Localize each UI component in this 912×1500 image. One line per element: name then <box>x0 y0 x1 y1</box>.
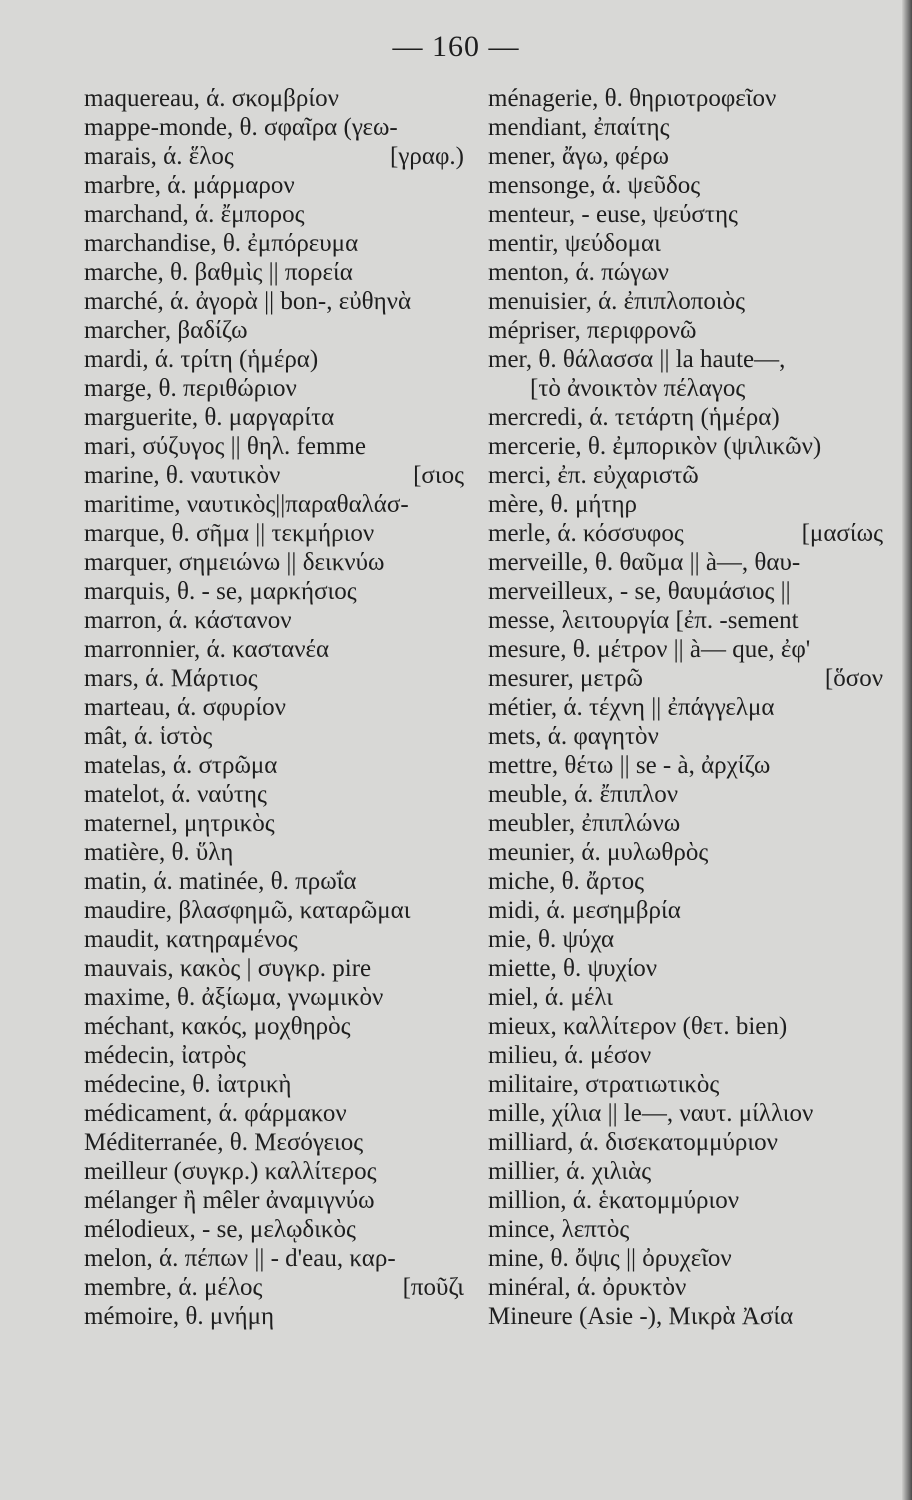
dictionary-entry <box>84 606 464 635</box>
dictionary-entry <box>488 838 883 867</box>
dictionary-entry <box>84 519 464 548</box>
entry-text: merle, ά. κόσσυφος <box>488 520 684 547</box>
entry-text: médecin, ἰατρὸς <box>84 1042 246 1069</box>
entry-text: mélodieux, - se, μελῳδικὸς <box>84 1216 356 1243</box>
dictionary-entry <box>488 664 883 693</box>
entry-text: merveilleux, - se, θαυμάσιος || <box>488 578 791 605</box>
dictionary-entry <box>488 548 883 577</box>
entry-text: mer, θ. θάλασσα || la haute—, <box>488 346 786 373</box>
entry-text: marche, θ. βαθμὶς || πορεία <box>84 259 353 286</box>
dictionary-entry <box>84 113 464 142</box>
entry-text: médicament, ά. φάρμακον <box>84 1100 347 1127</box>
entry-text: marchandise, θ. ἐμπόρευμα <box>84 230 359 257</box>
dictionary-entry <box>488 113 883 142</box>
dictionary-entry <box>488 1186 883 1215</box>
dictionary-entry <box>84 287 464 316</box>
entry-text: médecine, θ. ἰατρικὴ <box>84 1071 292 1098</box>
dictionary-entry <box>84 200 464 229</box>
entry-text: mère, θ. μήτηρ <box>488 491 638 518</box>
dictionary-entry <box>488 432 883 461</box>
entry-text: mars, ά. Μάρτιος <box>84 665 258 692</box>
dictionary-entry <box>84 1157 464 1186</box>
dictionary-entry <box>84 722 464 751</box>
entry-text: minéral, ά. ὀρυκτὸν <box>488 1274 687 1301</box>
entry-text: marguerite, θ. μαργαρίτα <box>84 404 335 431</box>
dictionary-entry <box>84 1215 464 1244</box>
entry-text: mélanger ἢ mêler ἀναμιγνύω <box>84 1187 375 1214</box>
entry-text: millier, ά. χιλιὰς <box>488 1158 652 1185</box>
entry-text: Méditerranée, θ. Μεσόγειος <box>84 1129 364 1156</box>
entry-text: mesure, θ. μέτρον || à— que, ἐφ' <box>488 636 811 663</box>
dictionary-entry <box>488 374 883 403</box>
entry-text: [τὸ ἀνοικτὸν πέλαγος <box>530 375 746 402</box>
entry-text: million, ά. ἑκατομμύριον <box>488 1187 740 1214</box>
entry-text: mesurer, μετρῶ <box>488 665 643 692</box>
entry-text: midi, ά. μεσημβρία <box>488 897 681 924</box>
dictionary-entry <box>488 780 883 809</box>
dictionary-entry <box>84 1244 464 1273</box>
dictionary-entry <box>84 1012 464 1041</box>
dictionary-entry <box>84 490 464 519</box>
entry-text: mépriser, περιφρονῶ <box>488 317 697 344</box>
entry-text: mémoire, θ. μνήμη <box>84 1303 275 1330</box>
entry-text: messe, λειτουργία [ἐπ. -sement <box>488 607 799 634</box>
dictionary-entry <box>84 780 464 809</box>
dictionary-entry <box>84 1302 464 1331</box>
entry-text: maritime, ναυτικὸς||παραθαλάσ- <box>84 491 409 518</box>
dictionary-entry <box>84 84 464 113</box>
entry-text: mât, ά. ἱστὸς <box>84 723 213 750</box>
dictionary-entry <box>488 722 883 751</box>
entry-text: miel, ά. μέλι <box>488 984 613 1011</box>
entry-text: marteau, ά. σφυρίον <box>84 694 286 721</box>
dictionary-entry <box>488 490 883 519</box>
entry-text: marronnier, ά. καστανέα <box>84 636 330 663</box>
entry-text: Mineure (Asie -), Μικρὰ Ἀσία <box>488 1303 794 1330</box>
dictionary-entry <box>488 1215 883 1244</box>
entry-text: marron, ά. κάστανον <box>84 607 292 634</box>
entry-text: mensonge, ά. ψεῦδος <box>488 172 701 199</box>
dictionary-entry <box>84 983 464 1012</box>
entry-text: milliard, ά. δισεκατομμύριον <box>488 1129 778 1156</box>
entry-text: matelot, ά. ναύτης <box>84 781 267 808</box>
dictionary-entry <box>84 461 464 490</box>
dictionary-entry <box>84 1273 464 1302</box>
entry-text: merci, ἐπ. εὐχαριστῶ <box>488 462 699 489</box>
entry-text: marchand, ά. ἔμπορος <box>84 201 305 228</box>
dictionary-entry <box>84 1099 464 1128</box>
entry-text: miette, θ. ψυχίον <box>488 955 658 982</box>
entry-text: meubler, ἐπιπλώνω <box>488 810 681 837</box>
entry-text: marque, θ. σῆμα || τεκμήριον <box>84 520 375 547</box>
entry-text: melon, ά. πέπων || - d'eau, καρ- <box>84 1245 396 1272</box>
dictionary-entry <box>84 867 464 896</box>
dictionary-entry <box>488 954 883 983</box>
dictionary-entry <box>488 693 883 722</box>
entry-text: mauvais, κακὸς | συγκρ. pire <box>84 955 372 982</box>
dictionary-entry <box>84 664 464 693</box>
entry-text: mince, λεπτὸς <box>488 1216 630 1243</box>
entry-text: mets, ά. φαγητὸν <box>488 723 659 750</box>
entry-text: matière, θ. ὕλη <box>84 839 234 866</box>
entry-text: militaire, στρατιωτικὸς <box>488 1071 720 1098</box>
entry-text: marais, ά. ἕλος <box>84 143 234 170</box>
dictionary-entry <box>488 200 883 229</box>
entry-text: matelas, ά. στρῶμα <box>84 752 278 779</box>
entry-text: mille, χίλια || le—, ναυτ. μίλλιον <box>488 1100 814 1127</box>
entry-text: maternel, μητρικὸς <box>84 810 275 837</box>
entry-text: menuisier, ά. ἐπιπλοποιὸς <box>488 288 746 315</box>
dictionary-entry <box>488 1273 883 1302</box>
dictionary-entry <box>488 84 883 113</box>
entry-text: meuble, ά. ἔπιπλον <box>488 781 679 808</box>
dictionary-entry <box>488 896 883 925</box>
entry-text: mettre, θέτω || se - à, ἀρχίζω <box>488 752 771 779</box>
page-number: — 160 — <box>392 30 520 63</box>
dictionary-entry <box>488 1041 883 1070</box>
entry-text: miche, θ. ἄρτος <box>488 868 645 895</box>
entry-text: maudire, βλασφημῶ, καταρῶμαι <box>84 897 411 924</box>
dictionary-entry <box>488 751 883 780</box>
entry-text: mappe-monde, θ. σφαῖρα (γεω- <box>84 114 398 141</box>
dictionary-entry <box>84 896 464 925</box>
entry-text: mari, σύζυγος || θηλ. femme <box>84 433 366 460</box>
dictionary-entry <box>84 693 464 722</box>
dictionary-entry <box>488 1012 883 1041</box>
entry-continuation: [ὅσον <box>824 665 883 692</box>
dictionary-entry <box>84 258 464 287</box>
entry-text: mentir, ψεύδομαι <box>488 230 661 257</box>
entry-text: mardi, ά. τρίτη (ἡμέρα) <box>84 346 319 373</box>
dictionary-entry <box>488 403 883 432</box>
dictionary-entry <box>488 1244 883 1273</box>
dictionary-entry <box>84 838 464 867</box>
dictionary-entry <box>488 635 883 664</box>
entry-text: métier, ά. τέχνη || ἐπάγγελμα <box>488 694 775 721</box>
dictionary-entry <box>84 316 464 345</box>
dictionary-entry <box>84 171 464 200</box>
dictionary-entry <box>84 809 464 838</box>
entry-text: matin, ά. matinée, θ. πρωΐα <box>84 868 357 895</box>
dictionary-entry <box>84 1186 464 1215</box>
dictionary-entry <box>488 809 883 838</box>
entry-text: mener, ἄγω, φέρω <box>488 143 669 170</box>
entry-text: menteur, - euse, ψεύστης <box>488 201 738 228</box>
dictionary-entry <box>488 142 883 171</box>
entry-text: marbre, ά. μάρμαρον <box>84 172 295 199</box>
dictionary-entry <box>488 1128 883 1157</box>
dictionary-entry <box>488 983 883 1012</box>
entry-text: marquis, θ. - se, μαρκήσιος <box>84 578 357 605</box>
dictionary-entry <box>84 432 464 461</box>
dictionary-entry <box>488 345 883 374</box>
dictionary-entry <box>84 548 464 577</box>
entry-text: marquer, σημειώνω || δεικνύω <box>84 549 385 576</box>
dictionary-entry <box>488 519 883 548</box>
entry-text: maxime, θ. ἀξίωμα, γνωμικὸν <box>84 984 384 1011</box>
dictionary-entry <box>488 461 883 490</box>
entry-text: meunier, ά. μυλωθρὸς <box>488 839 709 866</box>
entry-text: mine, θ. ὄψις || ὀρυχεῖον <box>488 1245 732 1272</box>
entry-text: merveille, θ. θαῦμα || à—, θαυ- <box>488 549 801 576</box>
dictionary-entry <box>84 954 464 983</box>
entry-text: mercerie, θ. ἐμπορικὸν (ψιλικῶν) <box>488 433 822 460</box>
entry-text: mieux, καλλίτερον (θετ. bien) <box>488 1013 788 1040</box>
dictionary-entry <box>488 1302 883 1331</box>
page-edge-shadow <box>902 0 912 1500</box>
dictionary-entry <box>488 1157 883 1186</box>
entry-text: maquereau, ά. σκομβρίον <box>84 85 339 112</box>
entry-text: marge, θ. περιθώριον <box>84 375 297 402</box>
left-column <box>84 84 464 1331</box>
entry-text: mercredi, ά. τετάρτη (ἡμέρα) <box>488 404 780 431</box>
entry-text: maudit, κατηραμένος <box>84 926 298 953</box>
entry-continuation: [σιος <box>413 462 464 489</box>
dictionary-entry <box>84 345 464 374</box>
entry-text: menton, ά. πώγων <box>488 259 669 286</box>
dictionary-entry <box>488 867 883 896</box>
dictionary-entry <box>84 142 464 171</box>
dictionary-entry <box>84 635 464 664</box>
dictionary-entry <box>488 258 883 287</box>
dictionary-entry <box>488 316 883 345</box>
entry-continuation: [μασίως <box>801 520 883 547</box>
dictionary-entry <box>488 171 883 200</box>
dictionary-entry <box>84 374 464 403</box>
dictionary-entry <box>488 925 883 954</box>
entry-text: meilleur (συγκρ.) καλλίτερος <box>84 1158 377 1185</box>
entry-text: ménagerie, θ. θηριοτροφεῖον <box>488 85 777 112</box>
dictionary-entry <box>84 751 464 780</box>
entry-continuation: [γραφ.) <box>390 143 464 170</box>
entry-continuation: [ποῦζι <box>402 1274 464 1301</box>
dictionary-entry <box>488 1099 883 1128</box>
dictionary-entry <box>488 606 883 635</box>
entry-text: méchant, κακός, μοχθηρὸς <box>84 1013 351 1040</box>
dictionary-entry <box>84 925 464 954</box>
entry-text: marcher, βαδίζω <box>84 317 248 344</box>
dictionary-entry <box>488 287 883 316</box>
dictionary-entry <box>84 1128 464 1157</box>
entry-text: membre, ά. μέλος <box>84 1274 263 1301</box>
entry-text: mendiant, ἐπαίτης <box>488 114 670 141</box>
right-column <box>488 84 883 1331</box>
dictionary-entry <box>84 403 464 432</box>
dictionary-entry <box>84 1070 464 1099</box>
dictionary-entry <box>84 1041 464 1070</box>
dictionary-entry <box>488 577 883 606</box>
dictionary-entry <box>84 577 464 606</box>
dictionary-entry <box>488 1070 883 1099</box>
dictionary-entry <box>84 229 464 258</box>
dictionary-entry <box>488 229 883 258</box>
entry-text: mie, θ. ψύχα <box>488 926 615 953</box>
entry-text: marché, ά. ἀγορὰ || bon-, εὐθηνὰ <box>84 288 412 315</box>
entry-text: marine, θ. ναυτικὸν <box>84 462 281 489</box>
entry-text: milieu, ά. μέσον <box>488 1042 652 1069</box>
